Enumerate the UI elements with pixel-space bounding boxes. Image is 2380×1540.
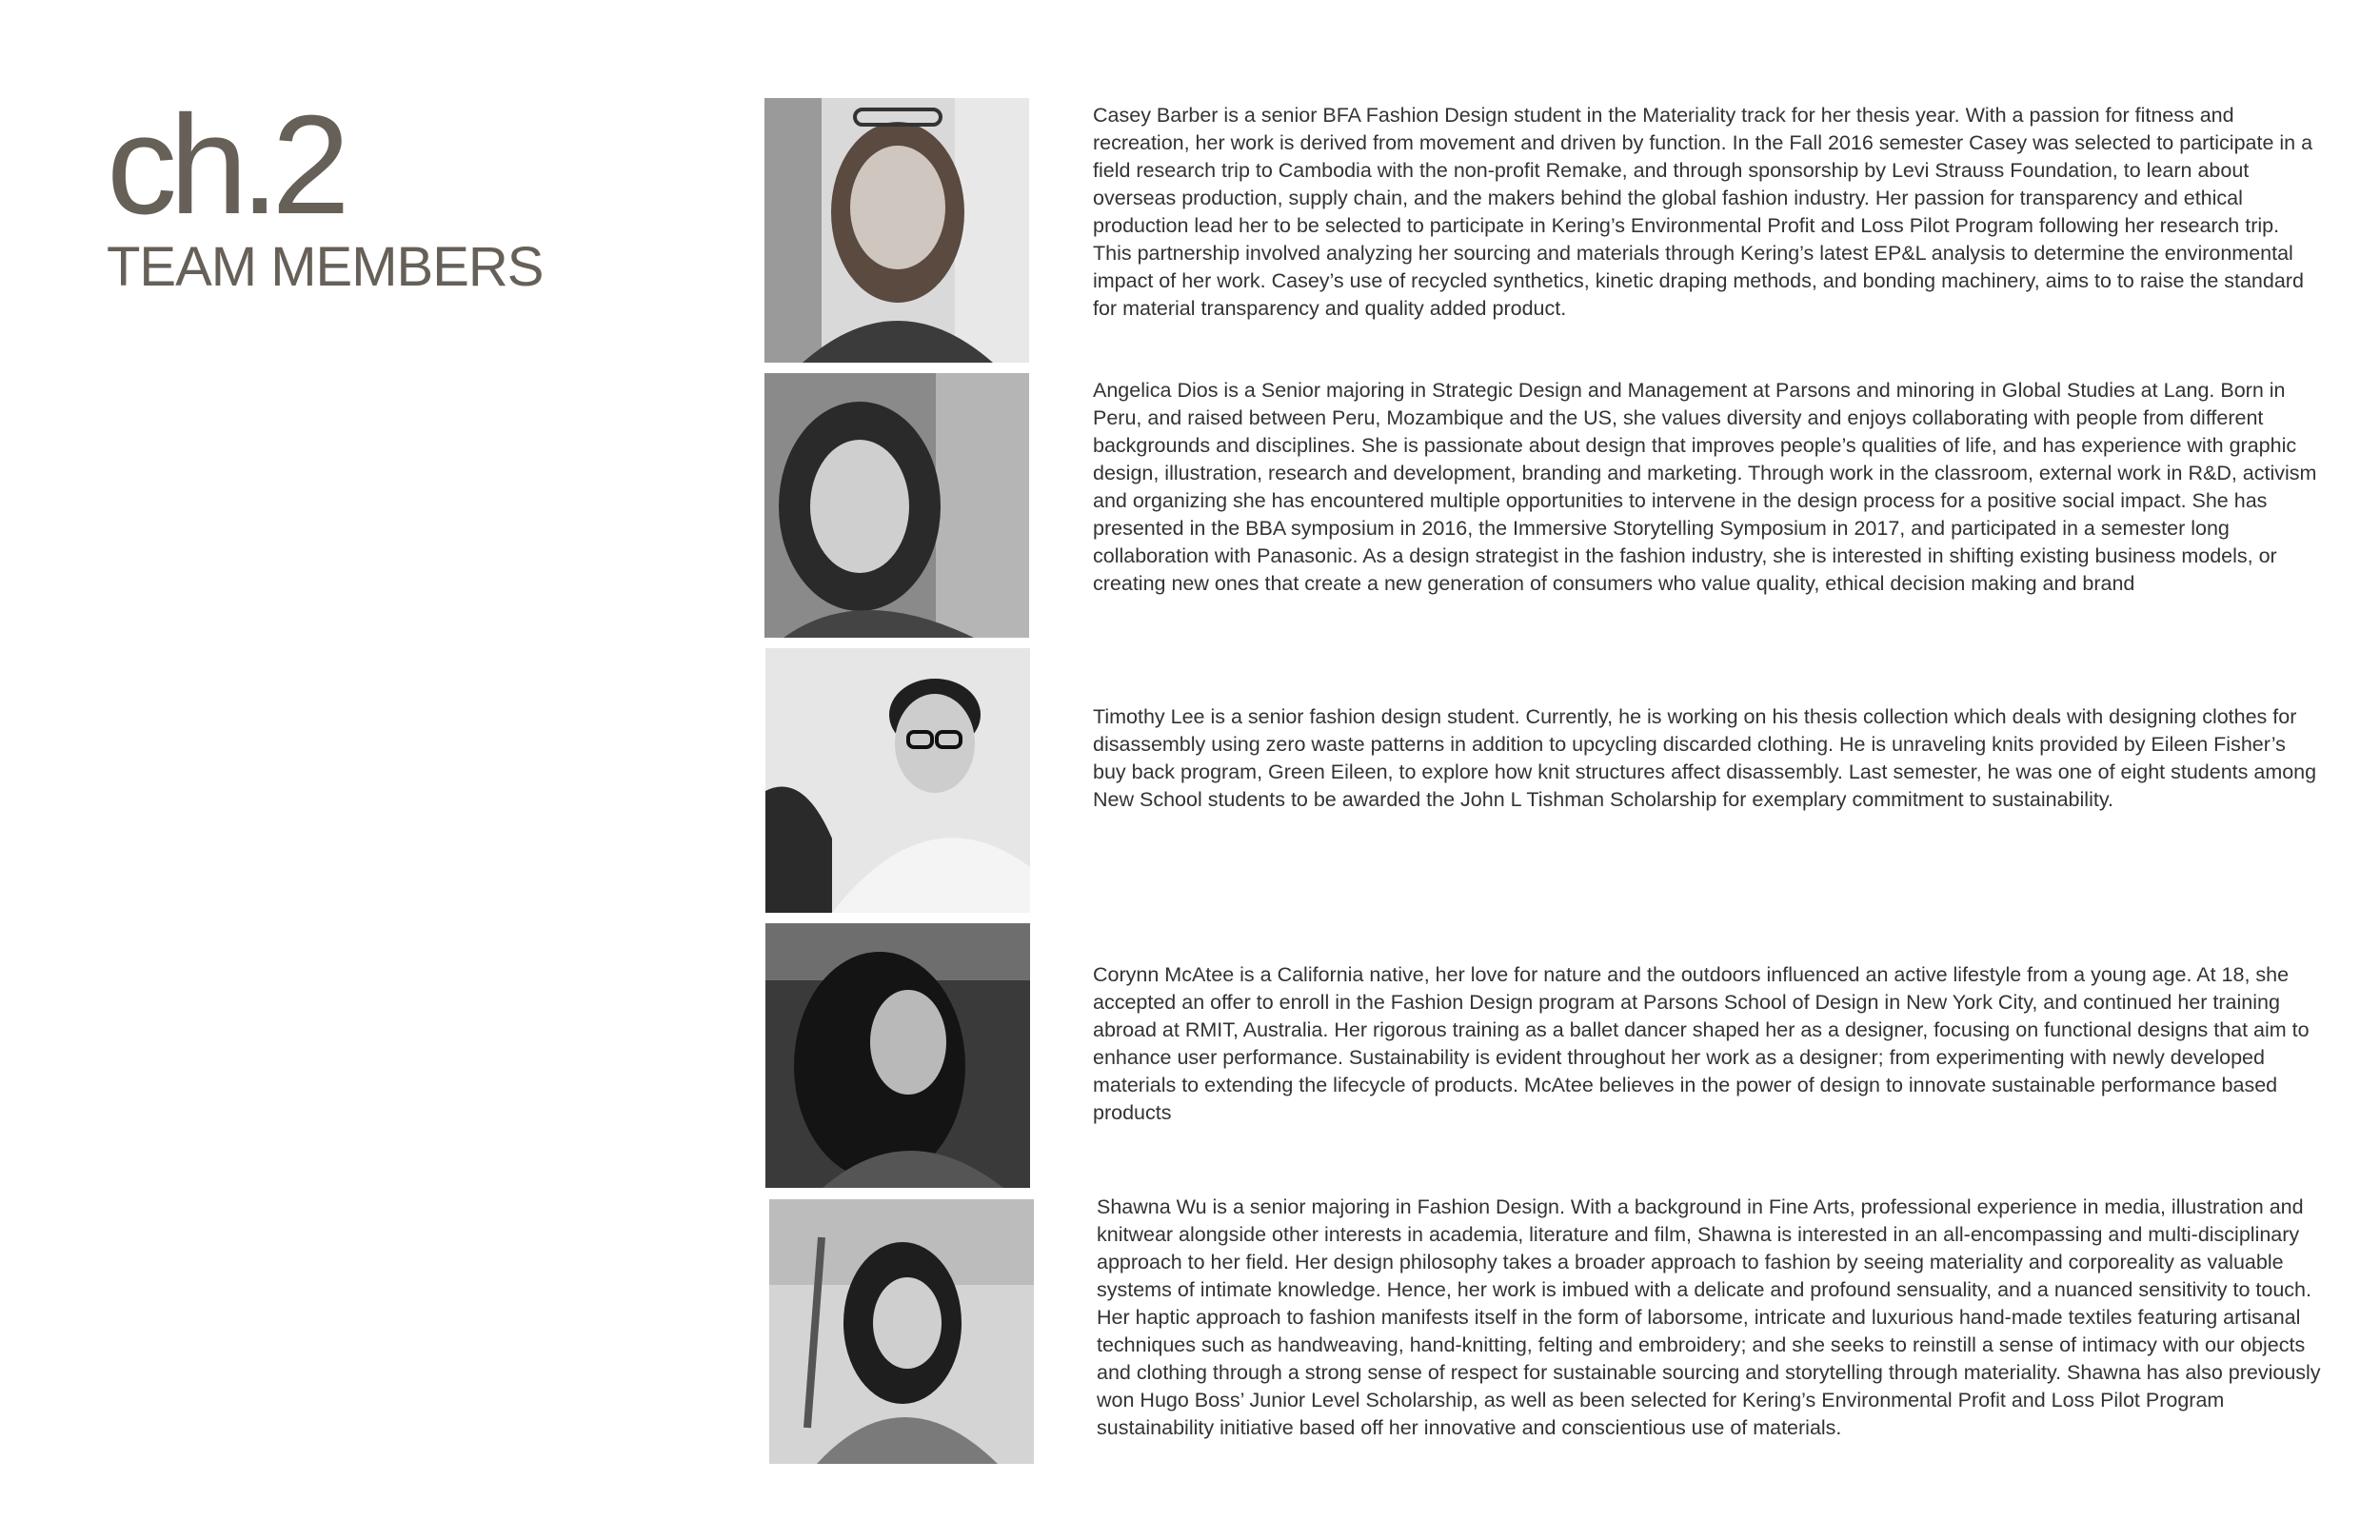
- member-photo-corynn: [765, 923, 1030, 1188]
- member-photo-casey: [764, 98, 1029, 363]
- member-photo-shawna: [769, 1199, 1034, 1464]
- chapter-title: TEAM MEMBERS: [107, 236, 544, 298]
- portrait-photo-icon: [764, 98, 1029, 363]
- chapter-number: ch.2: [107, 87, 343, 244]
- member-bio-shawna: Shawna Wu is a senior majoring in Fashion Design. With a background in Fine Arts, professional experience in media, illustration and knitwear alongside other interests in academia, literature and film, Shawna is interested in an all-encompassing and multi-disciplinary approach to her field. Her design philosophy takes a broader approach to fashion by seeing materiality and corporeality as valuable systems of intimate knowledge. Hence, her work is imbued with a delicate and profound sensuality, and a nuanced sensitivity to touch. Her haptic approach to fashion manifests itself in the form of laborsome, intricate and luxurious hand-made textiles featuring artisanal techniques such as handweaving, hand-knitting, felting and embroidery; and she seeks to reinstill a sense of intimacy with our objects and clothing through a strong sense of respect for sustainable sourcing and storytelling through materiality. Shawna has also previously won Hugo Boss’ Junior Level Scholarship, as well as been selected for Kering’s Environmental Profit and Loss Pilot Program sustainability initiative based off her innovative and conscientious use of materials.: [1097, 1195, 2321, 1439]
- portrait-photo-icon: [764, 373, 1029, 638]
- member-bio-casey: Casey Barber is a senior BFA Fashion Design student in the Materiality track for her thesis year. With a passion for fitness and recreation, her work is derived from movement and driven by function. In the Fall 2016 semester Casey was selected to participate in a field research trip to Cambodia with the non-profit Remake, and through sponsorship by Levi Strauss Foundation, to learn about overseas production, supply chain, and the makers behind the global fashion industry. Her passion for transparency and ethical production lead her to be selected to participate in Kering’s Environmental Profit and Loss Pilot Program following her research trip. This partnership involved analyzing her sourcing and materials through Kering’s latest EP&L analysis to determine the environmental impact of her work. Casey’s use of recycled synthetics, kinetic draping methods, and bonding machinery, aims to to raise the standard for material transparency and quality added product.: [1093, 104, 2313, 320]
- member-bio-corynn: Corynn McAtee is a California native, her love for nature and the outdoors influenced an active lifestyle from a young age. At 18, she accepted an offer to enroll in the Fashion Design program at Parsons School of Design in New York City, and continued her training abroad at RMIT, Australia. Her rigorous training as a ballet dancer shaped her as a designer, focusing on functional designs that aim to enhance user performance. Sustainability is evident throughout her work as a designer; from experimenting with newly developed materials to extending the lifecycle of products. McAtee believes in the power of design to innovate sustainable performance based products: [1093, 963, 2310, 1124]
- member-photo-angelica: [764, 373, 1029, 638]
- chapter-heading: [107, 87, 544, 298]
- member-photo-timothy: [765, 648, 1030, 913]
- portrait-photo-icon: [765, 923, 1030, 1188]
- portrait-photo-icon: [765, 648, 1030, 913]
- member-bio-timothy: Timothy Lee is a senior fashion design student. Currently, he is working on his thesis collection which deals with designing clothes for disassembly using zero waste patterns in addition to upcycling discarded clothing. He is unraveling knits provided by Eileen Fisher’s buy back program, Green Eileen, to explore how knit structures affect disassembly. Last semester, he was one of eight students among New School students to be awarded the John L Tishman Scholarship for exemplary commitment to sustainability.: [1093, 705, 2317, 811]
- member-bio-angelica: Angelica Dios is a Senior majoring in Strategic Design and Management at Parsons and minoring in Global Studies at Lang. Born in Peru, and raised between Peru, Mozambique and the US, she values diversity and enjoys collaborating with people from different backgrounds and disciplines. She is passionate about design that improves people’s qualities of life, and has experience with graphic design, illustration, research and development, branding and marketing. Through work in the classroom, external work in R&D, activism and organizing she has encountered multiple opportunities to intervene in the design process for a positive social impact. She has presented in the BBA symposium in 2016, the Immersive Storytelling Symposium in 2017, and participated in a semester long collaboration with Panasonic. As a design strategist in the fashion industry, she is interested in shifting existing business models, or creating new ones that create a new generation of consumers who value quality, ethical decision making and brand: [1093, 379, 2317, 595]
- portrait-photo-icon: [769, 1199, 1034, 1464]
